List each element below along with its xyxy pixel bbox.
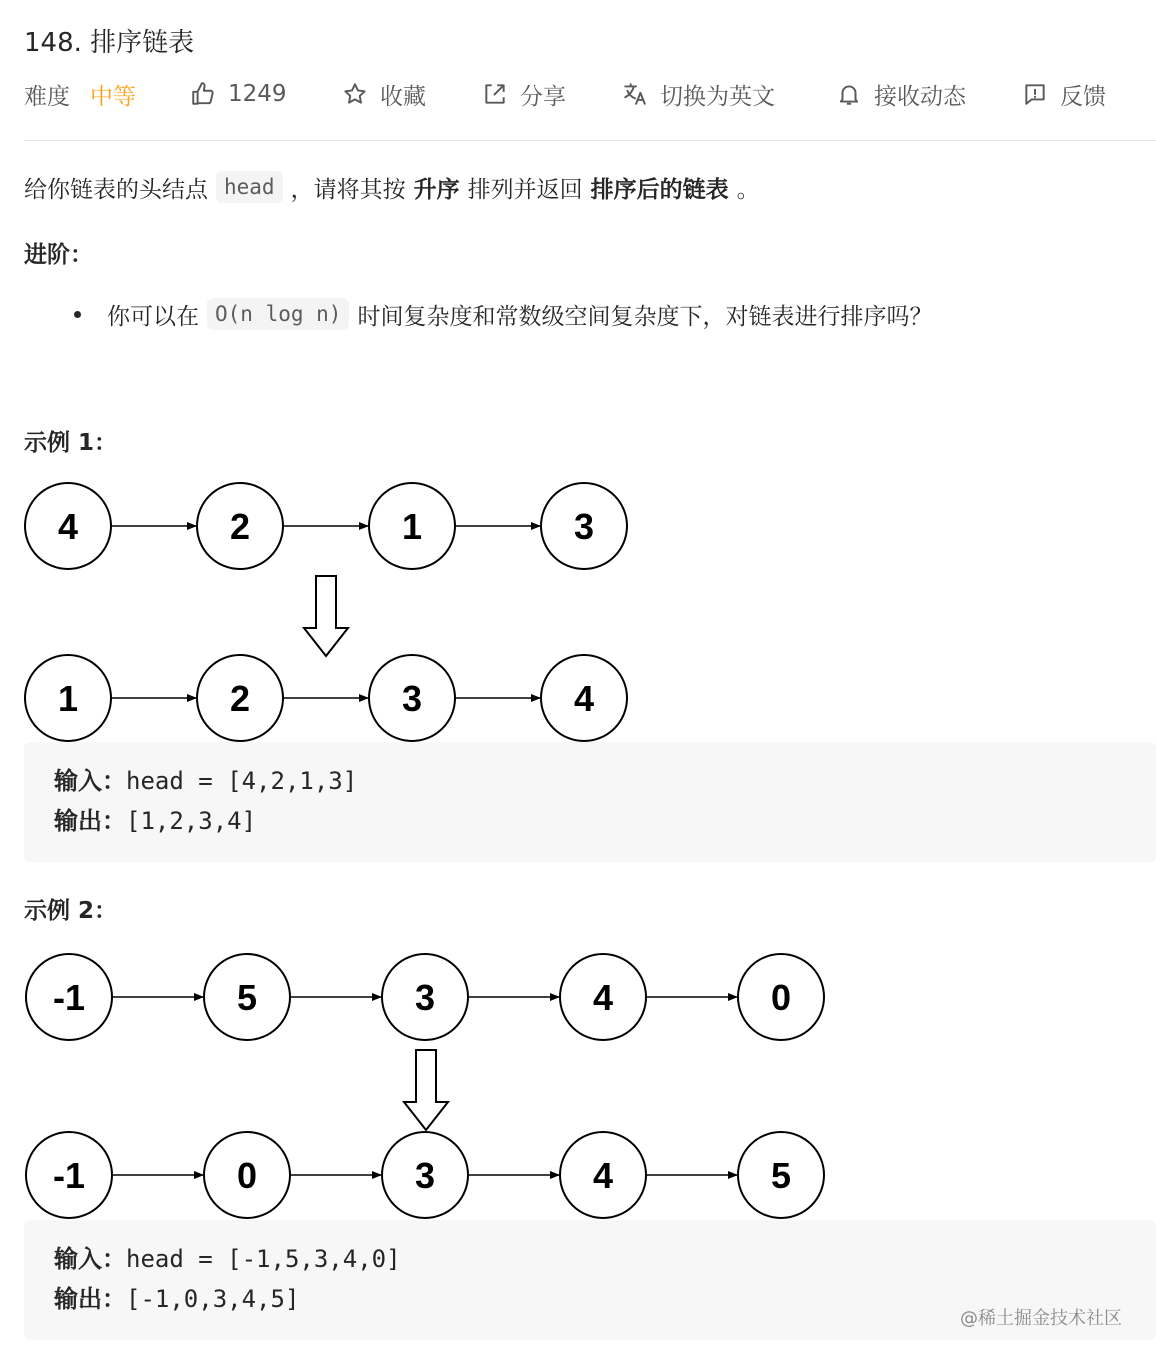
difficulty-label: 难度	[24, 83, 70, 110]
before-node-value-1: 5	[236, 977, 258, 1018]
example-1-input-label: 输入：	[54, 767, 126, 795]
before-node-value-1: 2	[229, 506, 251, 547]
difficulty	[24, 78, 190, 111]
bell-icon	[836, 81, 862, 107]
difficulty-value: 中等	[90, 83, 136, 110]
problem-description	[24, 166, 760, 208]
before-node-value-0: -1	[52, 977, 86, 1018]
switch-language-label: 切换为英文	[660, 83, 775, 110]
example-1-diagram	[0, 470, 700, 755]
after-node-value-3: 4	[573, 678, 595, 719]
description-text-1: 给你链表的头结点	[24, 176, 208, 203]
example-2-input-value: head = [-1,5,3,4,0]	[126, 1245, 401, 1273]
advanced-text-2: 时间复杂度和常数级空间复杂度下，对链表进行排序吗？	[357, 303, 933, 330]
example-2-output-value: [-1,0,3,4,5]	[126, 1285, 300, 1313]
switch-language-button[interactable]	[622, 78, 836, 111]
favorite-label: 收藏	[380, 83, 426, 110]
after-node-value-3: 4	[592, 1155, 614, 1196]
advanced-text-1: 你可以在	[107, 303, 199, 330]
code-head: head	[216, 171, 283, 203]
share-button[interactable]	[482, 78, 622, 111]
after-node-value-1: 0	[236, 1155, 258, 1196]
description-bold-sorted-list: 排序后的链表	[590, 176, 729, 203]
feedback-button[interactable]	[1022, 78, 1132, 111]
thumbs-up-icon	[190, 81, 216, 107]
bullet-dot	[74, 311, 81, 318]
description-bold-ascending: 升序	[413, 176, 460, 203]
before-node-value-2: 1	[401, 506, 423, 547]
share-icon	[482, 81, 508, 107]
example-1-output-value: [1,2,3,4]	[126, 807, 257, 835]
problem-meta-bar	[24, 76, 1132, 112]
problem-title: 148. 排序链表	[24, 28, 195, 58]
transform-down-arrow-icon	[304, 576, 348, 656]
watermark: @稀土掘金技术社区	[960, 1308, 1122, 1329]
feedback-icon	[1022, 81, 1048, 107]
subscribe-button[interactable]	[836, 78, 1022, 111]
favorite-button[interactable]	[342, 78, 482, 111]
example-1-heading: 示例 1：	[24, 430, 118, 456]
example-1-io	[24, 742, 1156, 862]
subscribe-label: 接收动态	[874, 83, 966, 110]
star-icon	[342, 81, 368, 107]
translate-icon	[622, 81, 648, 107]
example-1-input-value: head = [4,2,1,3]	[126, 767, 358, 795]
example-1-output-label: 输出：	[54, 807, 126, 835]
before-node-value-0: 4	[57, 506, 79, 547]
advanced-bullet	[74, 293, 932, 335]
meta-divider	[24, 140, 1156, 141]
before-node-value-3: 3	[573, 506, 595, 547]
like-button[interactable]	[190, 81, 342, 107]
advanced-heading: 进阶：	[24, 242, 93, 268]
after-node-value-0: -1	[52, 1155, 86, 1196]
example-2-diagram	[0, 940, 900, 1225]
description-text-3: 排列并返回	[467, 176, 583, 203]
example-2-heading: 示例 2：	[24, 898, 118, 924]
like-count: 1249	[228, 81, 287, 107]
after-node-value-2: 3	[401, 678, 423, 719]
feedback-label: 反馈	[1060, 83, 1106, 110]
example-2-output-label: 输出：	[54, 1285, 126, 1313]
after-node-value-0: 1	[57, 678, 79, 719]
description-text-2: ，请将其按	[290, 176, 406, 203]
description-text-4: 。	[736, 176, 760, 203]
before-node-value-4: 0	[770, 977, 792, 1018]
after-node-value-4: 5	[770, 1155, 792, 1196]
transform-down-arrow-icon	[404, 1050, 448, 1130]
before-node-value-2: 3	[414, 977, 436, 1018]
after-node-value-1: 2	[229, 678, 251, 719]
before-node-value-3: 4	[592, 977, 614, 1018]
code-complexity: O(n log n)	[207, 298, 349, 330]
after-node-value-2: 3	[414, 1155, 436, 1196]
example-2-input-label: 输入：	[54, 1245, 126, 1273]
share-label: 分享	[520, 83, 566, 110]
